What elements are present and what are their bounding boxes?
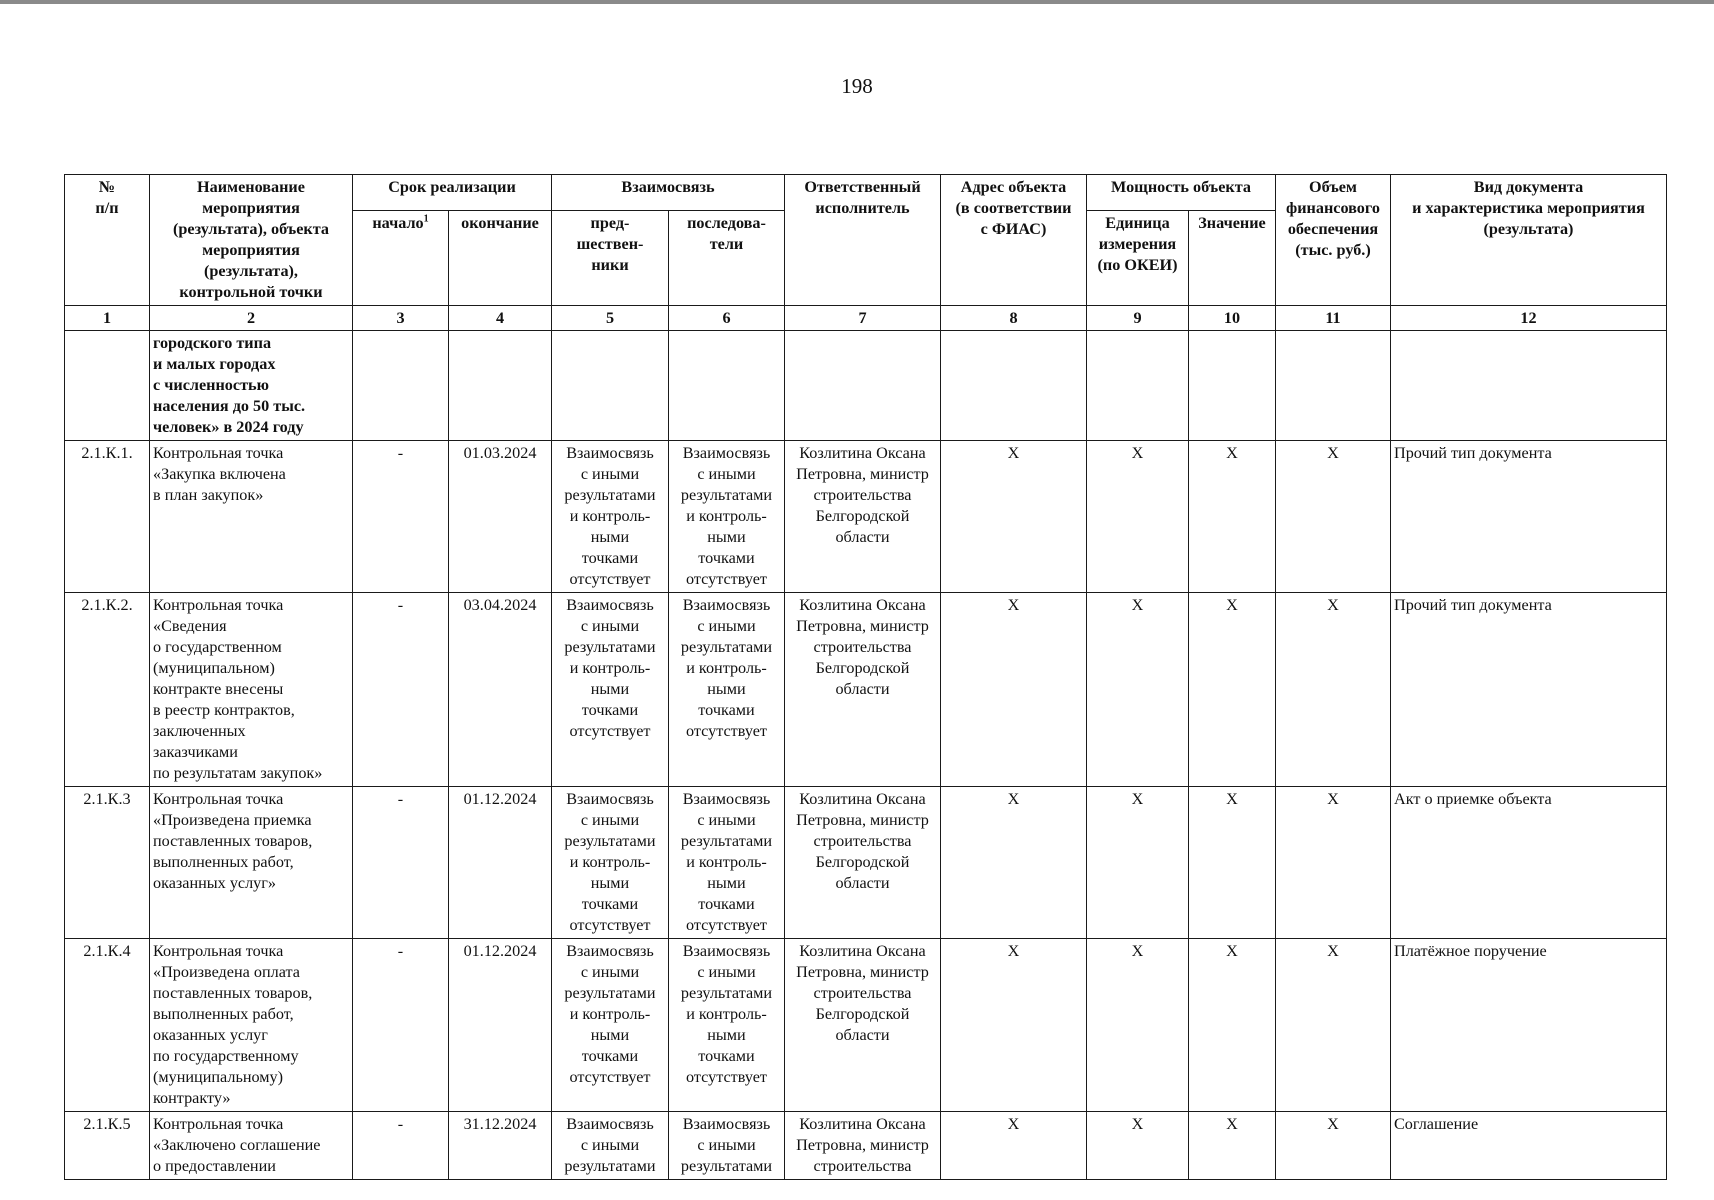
cell-empty — [552, 331, 669, 441]
row-start: - — [353, 939, 449, 1112]
col-number: 4 — [449, 306, 552, 331]
row-document-type: Платёжное поручение — [1391, 939, 1667, 1112]
row-address: Х — [941, 939, 1087, 1112]
col-number: 10 — [1189, 306, 1276, 331]
row-finance: Х — [1276, 593, 1391, 787]
row-document-type: Акт о приемке объекта — [1391, 787, 1667, 939]
row-name: Контрольная точка «Произведена оплата поставленных товаров, выполненных работ, оказанных услуг по государственному (муниципальному) контракту» — [150, 939, 353, 1112]
row-end: 01.12.2024 — [449, 787, 552, 939]
row-start: - — [353, 593, 449, 787]
row-end: 31.12.2024 — [449, 1112, 552, 1180]
row-name: Контрольная точка «Произведена приемка поставленных товаров, выполненных работ, оказанных услуг» — [150, 787, 353, 939]
row-document-type: Соглашение — [1391, 1112, 1667, 1180]
cell-empty — [449, 331, 552, 441]
header-doc: Вид документа и характеристика мероприятия (результата) — [1391, 175, 1667, 306]
col-number: 1 — [65, 306, 150, 331]
row-unit: Х — [1087, 1112, 1189, 1180]
row-successors: Взаимосвязь с иными результатами — [669, 1112, 785, 1180]
row-predecessors: Взаимосвязь с иными результатами — [552, 1112, 669, 1180]
cell-empty — [941, 331, 1087, 441]
continued-name: городского типа и малых городах с численностью населения до 50 тыс. человек» в 2024 году — [150, 331, 353, 441]
row-address: Х — [941, 441, 1087, 593]
row-end: 01.03.2024 — [449, 441, 552, 593]
row-document-type: Прочий тип документа — [1391, 593, 1667, 787]
row-number: 2.1.К.1. — [65, 441, 150, 593]
row-start: - — [353, 787, 449, 939]
row-finance: Х — [1276, 1112, 1391, 1180]
row-value: Х — [1189, 1112, 1276, 1180]
cell-empty — [353, 331, 449, 441]
row-responsible: Козлитина Оксана Петровна, министр строительства Белгородской области — [785, 787, 941, 939]
header-unit: Единица измерения (по ОКЕИ) — [1087, 211, 1189, 306]
row-start: - — [353, 1112, 449, 1180]
row-value: Х — [1189, 441, 1276, 593]
row-unit: Х — [1087, 593, 1189, 787]
cell-empty — [1087, 331, 1189, 441]
col-number: 5 — [552, 306, 669, 331]
row-successors: Взаимосвязь с иными результатами и контроль- ными точками отсутствует — [669, 593, 785, 787]
row-value: Х — [1189, 787, 1276, 939]
header-relation: Взаимосвязь — [552, 175, 785, 211]
col-number: 11 — [1276, 306, 1391, 331]
header-successors: последова- тели — [669, 211, 785, 306]
row-successors: Взаимосвязь с иными результатами и контроль- ными точками отсутствует — [669, 441, 785, 593]
header-start — [353, 211, 449, 306]
header-row-1 — [65, 175, 1667, 211]
table-row — [65, 1112, 1667, 1180]
row-number: 2.1.К.4 — [65, 939, 150, 1112]
row-name: Контрольная точка «Закупка включена в план закупок» — [150, 441, 353, 593]
table-row — [65, 787, 1667, 939]
col-number: 7 — [785, 306, 941, 331]
page-number: 198 — [841, 74, 873, 98]
footnote-mark: 1 — [423, 213, 429, 225]
row-address: Х — [941, 593, 1087, 787]
col-number: 8 — [941, 306, 1087, 331]
row-unit: Х — [1087, 939, 1189, 1112]
row-name: Контрольная точка «Заключено соглашение о предоставлении — [150, 1112, 353, 1180]
row-end: 01.12.2024 — [449, 939, 552, 1112]
col-number: 6 — [669, 306, 785, 331]
row-name: Контрольная точка «Сведения о государственном (муниципальном) контракте внесены в реестр контрактов, заключенных заказчиками по результатам закупок» — [150, 593, 353, 787]
scan-top-edge — [0, 0, 1714, 4]
header-power: Мощность объекта — [1087, 175, 1276, 211]
table-row — [65, 441, 1667, 593]
header-predecessors: пред- шествен- ники — [552, 211, 669, 306]
row-successors: Взаимосвязь с иными результатами и контроль- ными точками отсутствует — [669, 787, 785, 939]
row-unit: Х — [1087, 441, 1189, 593]
row-value: Х — [1189, 593, 1276, 787]
header-end: окончание — [449, 211, 552, 306]
row-predecessors: Взаимосвязь с иными результатами и контроль- ными точками отсутствует — [552, 441, 669, 593]
row-successors: Взаимосвязь с иными результатами и контроль- ными точками отсутствует — [669, 939, 785, 1112]
table-row — [65, 939, 1667, 1112]
row-value: Х — [1189, 939, 1276, 1112]
col-number: 12 — [1391, 306, 1667, 331]
row-finance: Х — [1276, 787, 1391, 939]
row-number: 2.1.К.2. — [65, 593, 150, 787]
header-num: № п/п — [65, 175, 150, 306]
col-number: 2 — [150, 306, 353, 331]
cell-empty — [1391, 331, 1667, 441]
row-predecessors: Взаимосвязь с иными результатами и контроль- ными точками отсутствует — [552, 939, 669, 1112]
row-unit: Х — [1087, 787, 1189, 939]
cell-empty — [1189, 331, 1276, 441]
row-responsible: Козлитина Оксана Петровна, министр строительства Белгородской области — [785, 939, 941, 1112]
row-responsible: Козлитина Оксана Петровна, министр строительства Белгородской области — [785, 593, 941, 787]
cell-empty — [1276, 331, 1391, 441]
cell-empty — [65, 331, 150, 441]
header-start-label: начало — [372, 214, 424, 233]
plan-table — [64, 174, 1667, 1180]
row-document-type: Прочий тип документа — [1391, 441, 1667, 593]
row-responsible: Козлитина Оксана Петровна, министр строительства Белгородской области — [785, 441, 941, 593]
col-number: 3 — [353, 306, 449, 331]
continued-row — [65, 331, 1667, 441]
column-number-row — [65, 306, 1667, 331]
header-term: Срок реализации — [353, 175, 552, 211]
row-predecessors: Взаимосвязь с иными результатами и контроль- ными точками отсутствует — [552, 593, 669, 787]
row-finance: Х — [1276, 939, 1391, 1112]
table-row — [65, 593, 1667, 787]
cell-empty — [669, 331, 785, 441]
col-number: 9 — [1087, 306, 1189, 331]
row-address: Х — [941, 1112, 1087, 1180]
row-start: - — [353, 441, 449, 593]
header-finance: Объем финансового обеспечения (тыс. руб.) — [1276, 175, 1391, 306]
row-responsible: Козлитина Оксана Петровна, министр строительства — [785, 1112, 941, 1180]
row-finance: Х — [1276, 441, 1391, 593]
cell-empty — [785, 331, 941, 441]
header-address: Адрес объекта (в соответствии с ФИАС) — [941, 175, 1087, 306]
row-predecessors: Взаимосвязь с иными результатами и контроль- ными точками отсутствует — [552, 787, 669, 939]
row-number: 2.1.К.5 — [65, 1112, 150, 1180]
header-responsible: Ответственный исполнитель — [785, 175, 941, 306]
header-name: Наименование мероприятия (результата), объекта мероприятия (результата), контрольной точки — [150, 175, 353, 306]
row-end: 03.04.2024 — [449, 593, 552, 787]
header-value: Значение — [1189, 211, 1276, 306]
row-address: Х — [941, 787, 1087, 939]
row-number: 2.1.К.3 — [65, 787, 150, 939]
